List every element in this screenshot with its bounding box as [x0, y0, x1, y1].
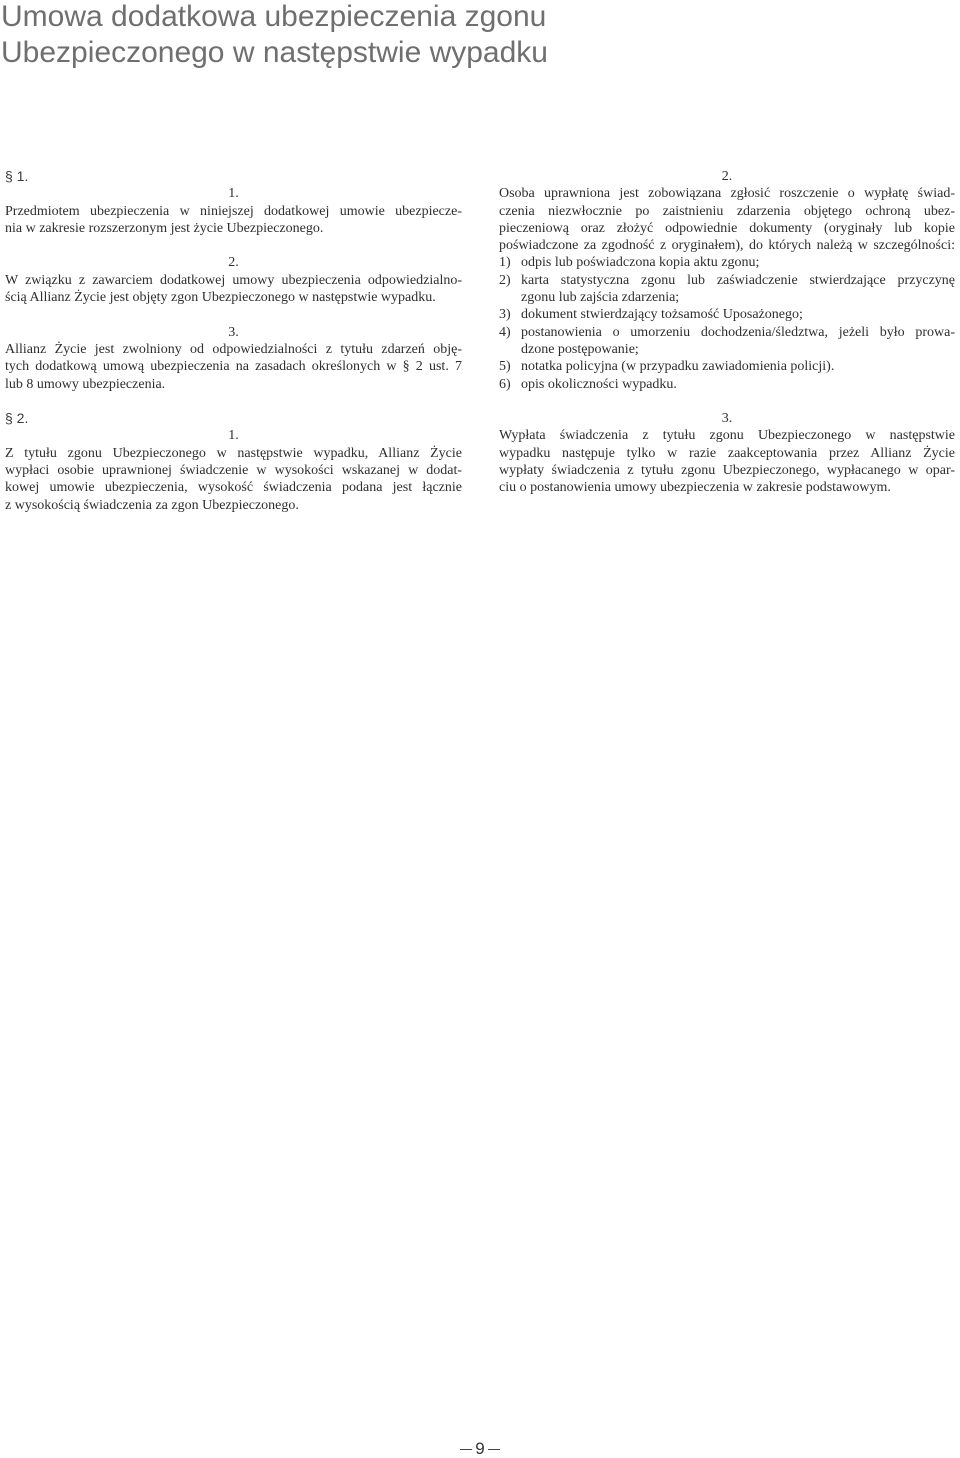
- clause-text: [5, 272, 462, 307]
- list-item: [499, 376, 955, 393]
- clause: [499, 410, 955, 496]
- list-item-text: [521, 306, 955, 323]
- list-item: [499, 254, 955, 271]
- text-line: lub 8 umowy ubezpieczenia.: [5, 376, 166, 392]
- text-line: wypłaty świadczenia z tytułu zgonu Ubezpieczonego, wypłacanego w opar-: [499, 463, 955, 479]
- page-footer: [0, 1440, 960, 1458]
- list-item-text: [521, 358, 955, 375]
- text-line: karta statystyczna zgonu lub zaświadczenie stwierdzające przyczynę: [521, 272, 955, 288]
- document-list: [499, 254, 955, 392]
- clause-text: [5, 445, 462, 514]
- text-line: poświadczone za zgodność z oryginałem), do których należą w szczególności:: [499, 238, 955, 254]
- text-line: postanowienia o umorzeniu dochodzenia/śledztwa, jeżeli było prowa-: [521, 324, 955, 340]
- page-number-dash: [488, 1449, 500, 1450]
- clause: [5, 427, 462, 513]
- text-line: dokument stwierdzający tożsamość Uposażonego;: [521, 307, 803, 323]
- text-line: kowej umowie ubezpieczenia, wysokość świadczenia podana jest łącznie: [5, 480, 462, 496]
- text-line: dzone postępowanie;: [521, 341, 639, 357]
- document-title-line: Umowa dodatkowa ubezpieczenia zgonu: [1, 0, 547, 33]
- clause-number: 3.: [228, 324, 239, 340]
- section-heading: § 1.: [5, 168, 29, 184]
- right-column: [499, 168, 955, 497]
- list-marker: 3): [499, 307, 511, 323]
- list-marker: 1): [499, 255, 511, 271]
- clause-text: [499, 185, 955, 254]
- list-marker: 6): [499, 376, 511, 392]
- text-line: z wysokością świadczenia za zgon Ubezpieczonego.: [5, 497, 299, 513]
- clause-number: 2.: [228, 255, 239, 271]
- clause-text: [499, 427, 955, 496]
- list-marker: 4): [499, 324, 511, 340]
- text-line: notatka policyjna (w przypadku zawiadomienia policji).: [521, 359, 835, 375]
- clause-number: 2.: [721, 169, 733, 184]
- clause: [5, 254, 462, 306]
- clause-number: 3.: [721, 411, 733, 427]
- document-title: [1, 0, 548, 71]
- list-item: [499, 306, 955, 323]
- list-marker: 2): [499, 272, 511, 288]
- clause: [499, 168, 955, 393]
- list-item: [499, 324, 955, 359]
- page-number-dash: [460, 1449, 472, 1450]
- list-item-text: [521, 272, 955, 307]
- text-line: nia w zakresie rozszerzonym jest życie Ubezpieczonego.: [5, 220, 324, 236]
- text-line: czenia niezwłocznie po zaistnieniu zdarzenia objętego ochroną ubez-: [499, 203, 955, 219]
- clause-number: 1.: [228, 186, 239, 202]
- clause: [5, 324, 462, 393]
- text-line: W związku z zawarciem dodatkowej umowy ubezpieczenia odpowiedzialno-: [5, 272, 462, 288]
- document-title-line: Ubezpieczonego w następstwie wypadku: [1, 36, 548, 69]
- clause-text: [5, 203, 462, 238]
- text-line: opis okoliczności wypadku.: [521, 376, 677, 392]
- clause: [5, 185, 462, 237]
- text-line: ciu o postanowienia umowy ubezpieczenia w zakresie podstawowym.: [499, 480, 891, 496]
- text-line: Wypłata świadczenia z tytułu zgonu Ubezpieczonego w następstwie: [499, 428, 955, 444]
- text-line: Z tytułu zgonu Ubezpieczonego w następstwie wypadku, Allianz Życie: [5, 445, 462, 461]
- clause-text: [5, 341, 462, 393]
- text-line: Przedmiotem ubezpieczenia w niniejszej dodatkowej umowie ubezpiecze-: [5, 203, 462, 219]
- list-item: [499, 272, 955, 307]
- clause-number: 1.: [228, 428, 239, 444]
- list-item-text: [521, 324, 955, 359]
- text-line: Osoba uprawniona jest zobowiązana zgłosić roszczenie o wypłatę świad-: [499, 186, 955, 202]
- list-marker: 5): [499, 359, 511, 375]
- list-item: [499, 358, 955, 375]
- page-number: 9: [475, 1439, 485, 1458]
- text-line: odpis lub poświadczona kopia aktu zgonu;: [521, 255, 760, 271]
- list-item-text: [521, 376, 955, 393]
- text-line: pieczeniową oraz złożyć odpowiednie dokumenty (oryginały lub kopie: [499, 220, 955, 236]
- section-heading: § 2.: [5, 410, 29, 427]
- text-line: tych dodatkową umową ubezpieczenia na zasadach określonych w § 2 ust. 7: [5, 359, 462, 375]
- left-column: [5, 168, 462, 514]
- text-line: wypadku następuje tylko w razie zaakceptowania przez Allianz Życie: [499, 445, 955, 461]
- text-line: wypłaci osobie uprawnionej świadczenie w wysokości wskazanej w dodat-: [5, 463, 462, 479]
- text-line: ścią Allianz Życie jest objęty zgon Ubezpieczonego w następstwie wypadku.: [5, 290, 436, 306]
- text-line: Allianz Życie jest zwolniony od odpowiedzialności z tytułu zdarzeń obję-: [5, 341, 462, 357]
- list-item-text: [521, 254, 955, 271]
- text-line: zgonu lub zajścia zdarzenia;: [521, 290, 680, 306]
